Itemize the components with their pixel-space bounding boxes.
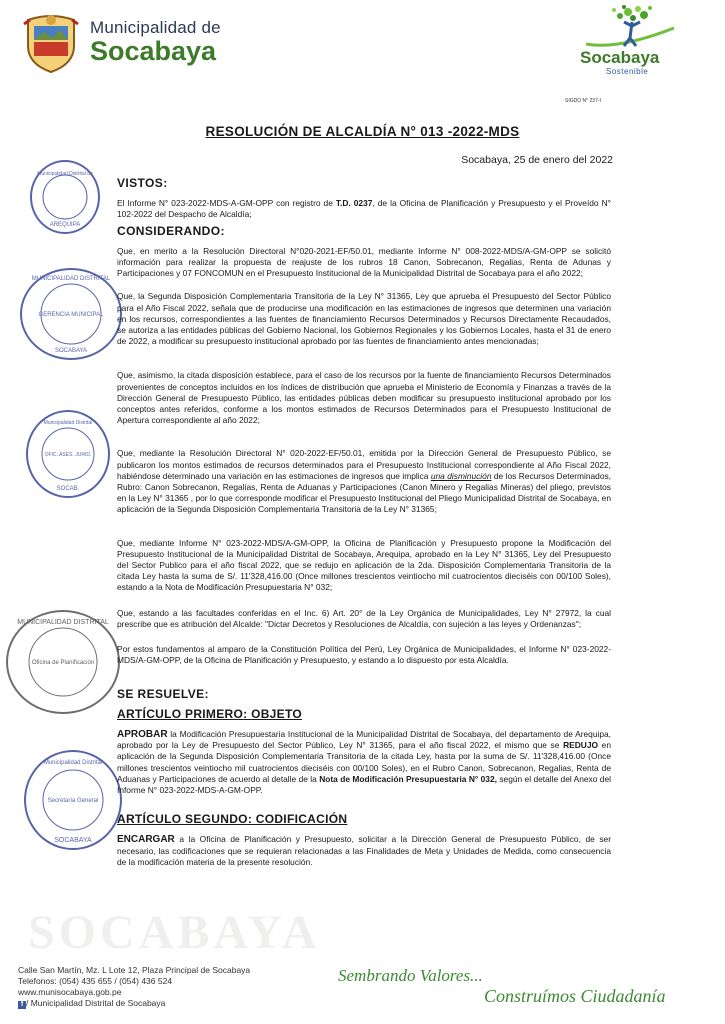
municipality-shield-logo (20, 10, 82, 74)
stamp-planificacion (6, 610, 120, 714)
sost-brand: Socabaya (580, 48, 660, 67)
slogan-line-1: Sembrando Valores... (338, 966, 483, 985)
stamp1-bottom: AREQUIPA (49, 222, 81, 228)
footer-contact (18, 965, 250, 1009)
considerando-p5: Que, mediante Informe N° 023-2022-MDS/A-GM-OPP, la Oficina de Planificación y Presupuesto propone la Modificación del Presupuesto Institucional de la Municipalidad Distrital de Socabaya, Arequipa, aprobado en la Ley N° 31365, Ley del Presupuesto del Sector Publico para el año fiscal 2022, que se redujo en aplicación de la 2da. Disposición Complementaria Transitoria de la citada Ley hasta la suma de S/. 11'328,416.00 (Once millones trescientos veintiocho mil cuatrocientos dieciséis con 00/100 Soles), estando a la Nota de Modificación Presupuestaria N° 032; (117, 537, 611, 593)
considerando-p1: Que, en merito a la Resolución Directoral N°020-2021-EF/50.01, mediante Informe N° 008-2022-MDS/A-GM-OPP se solicitó información para realizar la propuesta de reajuste de los rubros 18 Canon, Sobrecanon, Regalias, Renta de Adunas y Participaciones y 07 FONCOMUN en el Presupuesto Institucional de la Municipalidad Distrital de Socabaya para el año 2022; (117, 245, 611, 279)
stamp4-center: Oficina de Planificación (31, 660, 95, 666)
footer-facebook[interactable]: f / Municipalidad Distrital de Socabaya (18, 998, 250, 1009)
vistos-heading: VISTOS: (117, 176, 168, 190)
stamp2-ring: MUNICIPALIDAD DISTRITAL (31, 276, 111, 282)
footer-address: Calle San Martín, Mz. L Lote 12, Plaza Principal de Socabaya (18, 965, 251, 975)
article-one-text: APROBAR la Modificación Presupuestaria Institucional de la Municipalidad Distrital de Socabaya, del departamento de Arequipa, aprobado por la Ley de Presupuesto del Sector Público, Ley N° 31365, para el año fiscal 2022, el mismo que se REDUJO en aplicación de la Segunda Disposición Complementaria Transitoria de la citada Ley, hasta por la suma de S/. 11'328,416.00 (Once millones trescientos veintiocho mil cuatrocientos dieciséis con 00/100 Soles), en el Rubro Canon, Sobrecanon, Regalias, Renta de Aduanas y Participaciones de acuerdo al detalle de la Nota de Modificación Presupuestaria N° 032, según el detalle del Anexo del Informe N° 023-2022-MDS-A-GM-OPP. (117, 728, 611, 795)
footer-web[interactable]: www.munisocabaya.gob.pe (18, 987, 122, 997)
stamp2-center: GERENCIA MUNICIPAL (38, 312, 104, 318)
resolution-date: Socabaya, 25 de enero del 2022 (461, 154, 613, 166)
stamp1-top: Municipalidad Distrital de (37, 171, 93, 177)
stamp-secretaria (24, 750, 122, 850)
resuelve-heading: SE RESUELVE: (117, 686, 209, 701)
stamp-mayor-office (30, 160, 100, 234)
sigdoc-code: SIGDO N° 237-I (565, 98, 601, 104)
slogan-line-2: Construímos Ciudadanía (484, 986, 666, 1006)
socabaya-sostenible-logo (578, 4, 688, 80)
resolution-title: RESOLUCIÓN DE ALCALDÍA N° 013 -2022-MDS (205, 124, 520, 139)
stamp5-center: Secretaría General (47, 798, 99, 804)
article-one-heading: ARTÍCULO PRIMERO: OBJETO (117, 706, 302, 721)
stamp2-bottom: SOCABAYA (54, 348, 88, 354)
considerando-p6: Que, estando a las facultades conferidas en el Inc. 6) Art. 20° de la Ley Orgánica de Municipalidades, Ley N° 27972, la cual prescribe que es atribución del Alcalde: "Dictar Decretos y Resoluciones de Alcaldía, con sujeción a las leyes y Ordenanzas"; (117, 607, 611, 629)
facebook-icon: f (18, 1001, 26, 1009)
article-two-heading: ARTÍCULO SEGUNDO: CODIFICACIÓN (117, 812, 348, 827)
stamp3-ring: Municipalidad Distrital (43, 420, 93, 426)
stamp5-ring: Municipalidad Distrital (43, 760, 103, 766)
stamp3-center: OFIC. ASES. JURID. (44, 452, 92, 458)
stamp-asesoria-juridica (26, 410, 110, 498)
socabaya-watermark: SOCABAYA (28, 906, 321, 959)
considerando-p2: Que, la Segunda Disposición Complementaria Transitoria de la Ley N° 31365, Ley que aprueba el Presupuesto del Sector Público para el Año Fiscal 2022, señala que de producirse una modificación en las estimaciones de ingresos que determinen una variación en los recursos, correspondientes a las fuentes de financiamiento Recursos Determinados y Recursos Directamente Recaudados, se autoriza a las entidades públicas del Gobierno Nacional, los Gobiernos Regionales y los Gobiernos Locales, hasta el 31 de enero de 2022, a modificar su presupuesto institucional aprobado por las fuentes de financiamiento antes mencionadas; (117, 291, 611, 347)
stamp-gerencia (20, 268, 122, 360)
resolution-body (117, 178, 611, 877)
stamp5-bottom: SOCABAYA (54, 837, 92, 844)
vistos-text: El Informe N° 023-2022-MDS-A-GM-OPP con registro de T.D. 0237, de la Oficina de Planificación y Presupuesto y el Proveído N° 102-2022 del Despacho de Alcaldía; (117, 198, 611, 220)
footer-phones: Telefonos: (054) 435 655 / (054) 436 524 (18, 976, 173, 986)
stamp3-bottom: SOCAB. (56, 486, 80, 492)
article-two-text: ENCARGAR a la Oficina de Planificación y Presupuesto, solicitar a la Dirección General de Presupuesto Público, de ser necesario, las codificaciones que se requieran relacionadas a las Finalidades de Meta y Unidades de Medida, como consecuencia de la modificación materia de la presente resolución. (117, 834, 611, 867)
municipality-name (90, 18, 221, 67)
considerando-p7: Por estos fundamentos al amparo de la Constitución Política del Perú, Ley Orgánica de Municipalidades, el Informe N° 023-2022-MDS/A-GM-OPP, de la Oficina de Planificación y Presupuesto, y estando a lo dispuesto por esta Alcaldía. (117, 644, 611, 666)
considerando-p3: Que, asimismo, la citada disposición establece, para el caso de los recursos por la fuente de financiamiento Recursos Determinados provenientes de conceptos incluidos en los índices de distribución que aprueba el Ministerio de Economía y Finanzas a través de la Dirección General de Presupuesto Público, las entidades públicas deben modificar su presupuesto institucional aprobado por los conceptos antes referidos, conforme a los montos estimados de Recursos Determinados para el Presupuesto Institucional de Apertura correspondiente al año 2022; (117, 370, 611, 426)
muni-name-big: Socabaya (90, 36, 217, 66)
considerando-p4: Que, mediante la Resolución Directoral N° 020-2022-EF/50.01, emitida por la Dirección General de Presupuesto Público, se publicaron los montos estimados de recursos determinados para el Presupuesto Institucional correspondiente al Año Fiscal 2022, habiéndose determinado una variación en las estimaciones de ingresos que implica una disminución de los Recursos Determinados, Rubro: Canon Sobrecanon, Regalias, Renta de Aduanas y Participaciones (Canon Minero y Regalias Mineras) del pliego, previstos en la Ley N° 31365 , por lo que corresponde modificar el Presupuesto Institucional del Pliego Municipalidad Distrital de Socabaya, en aplicación de la Segunda Disposición Complementaria Transitoria de la Ley N° 31365; (117, 448, 612, 515)
sost-sub: Sostenible (606, 67, 649, 76)
considerando-heading: CONSIDERANDO: (117, 223, 225, 238)
stamp4-ring: MUNICIPALIDAD DISTRITAL (17, 619, 109, 626)
muni-name-small: Municipalidad de (90, 18, 221, 37)
